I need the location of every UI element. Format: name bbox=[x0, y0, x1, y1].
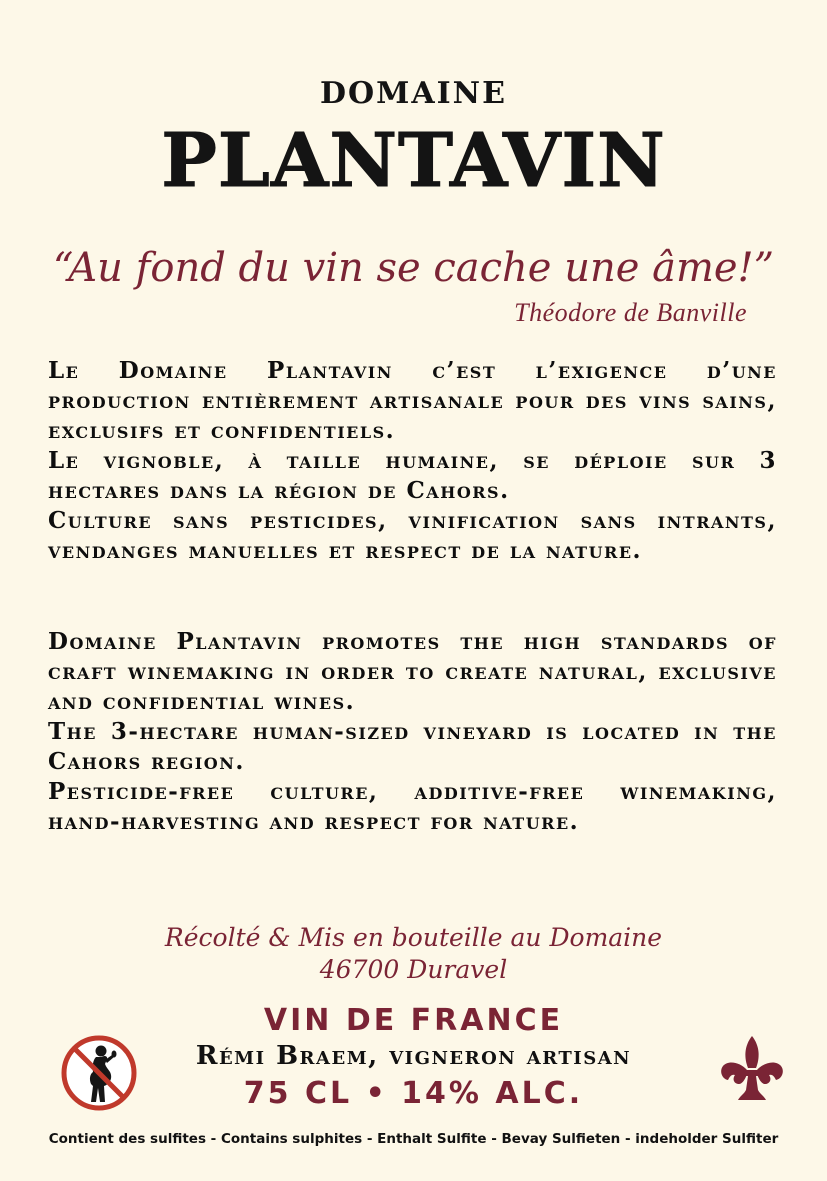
no-pregnant-woman-icon bbox=[60, 1034, 138, 1112]
english-paragraph-3: Pesticide-free culture, additive-free winemaking, hand-harvesting and respect for nature. bbox=[48, 778, 777, 835]
french-description bbox=[48, 356, 777, 566]
sulfite-warning: Contient des sulfites - Contains sulphites - Enthalt Sulfite - Bevay Sulfieten - indeholder Sulfiter bbox=[48, 1131, 779, 1147]
quote-author: Théodore de Banville bbox=[514, 298, 747, 327]
winemaker: Rémi Braem, vigneron artisan bbox=[195, 1041, 632, 1071]
quote-text: “Au fond du vin se cache une âme!” bbox=[52, 245, 775, 291]
appellation: VIN DE FRANCE bbox=[263, 1003, 564, 1038]
domaine-name: PLANTAVIN bbox=[161, 118, 666, 204]
fleur-de-lis-icon bbox=[718, 1034, 786, 1102]
volume-alcohol: 75 CL • 14% ALC. bbox=[243, 1076, 584, 1111]
french-paragraph-3: Culture sans pesticides, vinification sans intrants, vendanges manuelles et respect de la nature. bbox=[48, 507, 777, 564]
english-paragraph-1: Domaine Plantavin promotes the high standards of craft winemaking in order to create natural, exclusive and confidential wines. bbox=[48, 628, 777, 715]
bottling-line-1: Récolté & Mis en bouteille au Domaine bbox=[164, 923, 663, 952]
french-paragraph-2: Le vignoble, à taille humaine, se déploie sur 3 hectares dans la région de Cahors. bbox=[48, 447, 777, 504]
bottling-line-2: 46700 Duravel bbox=[319, 955, 508, 984]
domaine-label: DOMAINE bbox=[320, 76, 507, 111]
bottling-statement bbox=[0, 922, 827, 986]
english-description bbox=[48, 627, 777, 837]
french-paragraph-1: Le Domaine Plantavin c’est l’exigence d’une production entièrement artisanale pour des vins sains, exclusifs et confidentiels. bbox=[48, 357, 777, 444]
english-paragraph-2: The 3-hectare human-sized vineyard is located in the Cahors region. bbox=[48, 718, 777, 775]
